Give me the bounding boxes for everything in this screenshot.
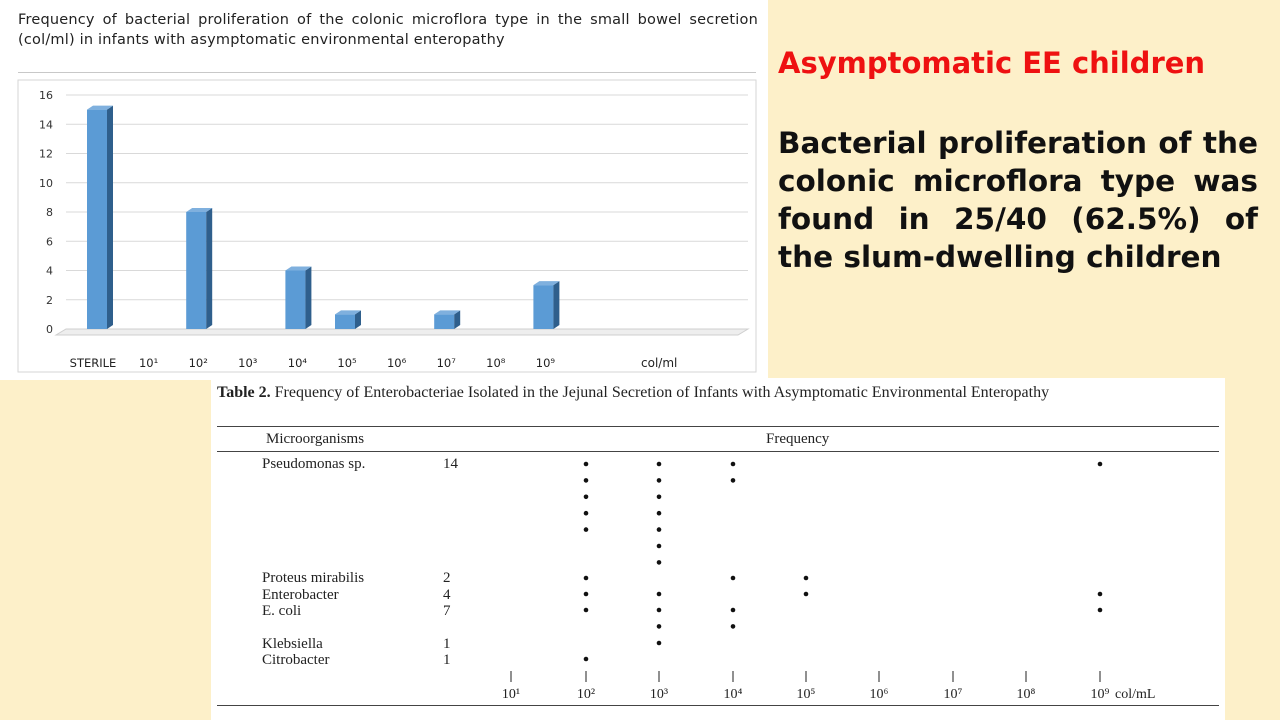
frequency-dot: [657, 527, 662, 532]
y-tick-label: 10: [39, 176, 53, 190]
frequency-dot-plot: [211, 378, 1225, 720]
bar: [533, 285, 553, 329]
frequency-dot: [1098, 462, 1103, 467]
frequency-dot: [731, 576, 736, 581]
bar: [285, 271, 305, 330]
frequency-dot: [731, 478, 736, 483]
row-count-pseudomonas: 14: [443, 456, 458, 472]
plot-floor: [56, 329, 748, 335]
chart-title: Frequency of bacterial proliferation of the colonic microflora type in the small bowel secretion (col/ml) in infants with asymptomatic environmental enteropathy: [18, 12, 758, 48]
x-tick-label: 10⁴: [287, 356, 308, 370]
row-name-ecoli: E. coli: [262, 603, 302, 619]
bar: [434, 314, 454, 329]
frequency-unit-label: col/mL: [1115, 687, 1156, 702]
frequency-dot: [584, 657, 589, 662]
frequency-axis-label: 10⁶: [869, 687, 889, 702]
row-name-proteus: Proteus mirabilis: [262, 570, 365, 586]
row-count-citrobacter: 1: [443, 652, 451, 668]
bar-side: [305, 267, 311, 330]
bar: [87, 110, 107, 329]
slide-body-text: Bacterial proliferation of the colonic microflora type was found in 25/40 (62.5%) of the slum-dwelling children: [778, 126, 1258, 274]
y-tick-label: 0: [46, 323, 53, 336]
bar-chart: [0, 0, 768, 380]
frequency-table-panel: [211, 378, 1225, 720]
y-tick-label: 16: [39, 89, 53, 102]
x-unit-label: col/ml: [641, 356, 678, 370]
frequency-dot: [1098, 608, 1103, 613]
frequency-dot: [657, 544, 662, 549]
y-tick-label: 12: [39, 147, 53, 161]
frequency-dot: [584, 608, 589, 613]
x-tick-label: 10⁸: [486, 356, 506, 370]
frequency-axis-label: 10³: [649, 687, 669, 702]
frequency-dot: [657, 495, 662, 500]
frequency-dot: [804, 592, 809, 597]
frequency-dot: [657, 624, 662, 629]
row-count-enterobacter: 4: [443, 587, 451, 603]
y-tick-label: 8: [46, 206, 53, 219]
frequency-axis-label: 10⁵: [796, 687, 816, 702]
x-tick-label: STERILE: [69, 356, 117, 370]
row-name-pseudomonas: Pseudomonas sp.: [262, 456, 366, 472]
frequency-dot: [657, 478, 662, 483]
frequency-axis-label: 10⁸: [1016, 687, 1036, 702]
frequency-axis-label: 10⁴: [723, 687, 743, 702]
frequency-dot: [1098, 592, 1103, 597]
x-tick-label: 10⁹: [535, 356, 556, 370]
y-tick-label: 4: [46, 264, 53, 278]
frequency-dot: [584, 511, 589, 516]
frequency-dot: [657, 608, 662, 613]
frequency-dot: [804, 576, 809, 581]
y-tick-label: 6: [46, 235, 53, 249]
frequency-dot: [657, 511, 662, 516]
row-name-enterobacter: Enterobacter: [262, 587, 339, 603]
frequency-dot: [584, 478, 589, 483]
frequency-dot: [584, 495, 589, 500]
table-caption-text: Frequency of Enterobacteriae Isolated in the Jejunal Secretion of Infants with Asymptomatic Environmental Enteropathy: [274, 384, 1050, 401]
frequency-dot: [584, 592, 589, 597]
frequency-axis-label: 10²: [576, 687, 596, 702]
frequency-dot: [731, 624, 736, 629]
table-bottom-rule: [217, 705, 1219, 706]
row-count-ecoli: 7: [443, 603, 451, 619]
bar-side: [553, 281, 559, 329]
frequency-dot: [584, 462, 589, 467]
table-caption-label: Table 2.: [217, 384, 271, 401]
x-tick-label: 10²: [188, 356, 208, 370]
row-name-klebsiella: Klebsiella: [262, 636, 323, 652]
x-tick-label: 10³: [238, 356, 258, 370]
frequency-dot: [657, 592, 662, 597]
x-tick-label: 10⁶: [386, 356, 407, 370]
row-count-klebsiella: 1: [443, 636, 451, 652]
frequency-dot: [657, 462, 662, 467]
frequency-dot: [731, 608, 736, 613]
header-microorganisms: Microorganisms: [266, 431, 365, 447]
slide-heading: Asymptomatic EE children: [778, 46, 1206, 80]
bar: [186, 212, 206, 329]
row-count-proteus: 2: [443, 570, 451, 586]
frequency-axis-label: 10⁷: [943, 687, 963, 702]
header-frequency: Frequency: [766, 431, 830, 447]
bar: [335, 314, 355, 329]
bar-side: [107, 106, 113, 329]
x-tick-label: 10¹: [138, 356, 159, 370]
x-tick-label: 10⁷: [436, 356, 456, 370]
frequency-axis-label: 10¹: [501, 687, 521, 702]
frequency-dot: [731, 462, 736, 467]
bar-chart-panel: [0, 0, 768, 380]
y-tick-label: 14: [39, 118, 53, 132]
row-name-citrobacter: Citrobacter: [262, 652, 330, 668]
frequency-dot: [584, 576, 589, 581]
x-tick-label: 10⁵: [337, 356, 357, 370]
bar-side: [206, 208, 212, 329]
frequency-dot: [657, 560, 662, 565]
frequency-dot: [584, 527, 589, 532]
y-tick-label: 2: [46, 293, 53, 307]
frequency-dot: [657, 641, 662, 646]
frequency-axis-label: 10⁹: [1090, 687, 1110, 702]
